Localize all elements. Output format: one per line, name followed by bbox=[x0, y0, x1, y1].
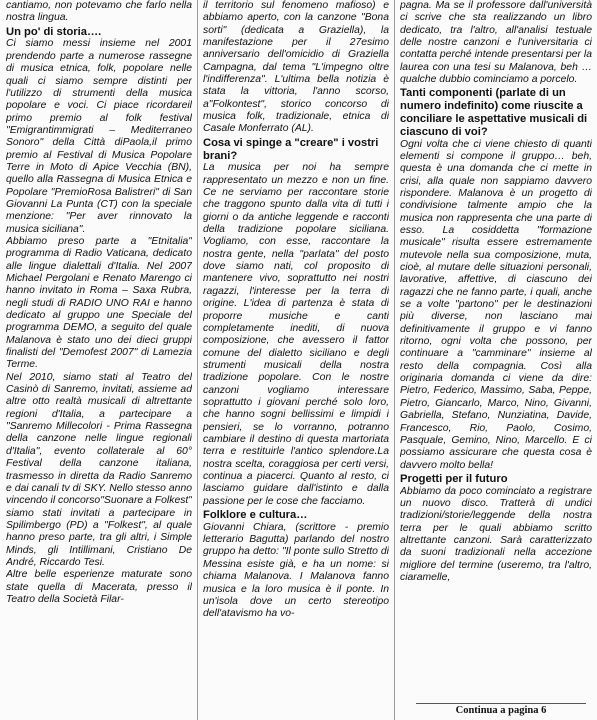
paragraph: La musica per noi ha sempre rappresentato un mezzo e non un fine. Ce ne serviamo per raccontare storie che traggono spunto dalla vita di tutti i giorni o da antiche leggende e racconti della tradizione popolare siciliana. Vogliamo, con esse, raccontare la nostra gente, nella "parlata" del posto dove siamo nati, col proposito di mantenere vivo, soprattutto nei nostri ragazzi, l'interesse per la terra di origine. L'idea di partenza è stata di proporre musiche e canti completamente inediti, di nuova composizione, che avessero il fattor comune del dialetto siciliano e degli strumenti musicali della nostra tradizione popolare. Con le nostre canzoni vogliamo interessare soprattutto i giovani perché solo loro, che hanno sogni bellissimi e limpidi i pensieri, se lo vorranno, potranno cambiare il destino di questa martoriata terra e restituirle l'antico splendore.La nostra scelta, coraggiosa per certi versi, continua a piacerci. Quanto al resto, ci lasciamo guidare dall'istinto e dalla passione per le cose che facciamo. bbox=[203, 162, 389, 507]
section-heading-folklore: Folklore e cultura… bbox=[203, 509, 308, 521]
continued-on-page-note: Continua a pagina 6 bbox=[416, 703, 586, 716]
paragraph: Giovanni Chiara, (scrittore - premio letterario Bagutta) parlando del nostro gruppo ha detto: "Il ponte sullo Stretto di Messina esiste già, e ha un nome: si chiama Malanova. I Malanova fanno musica e la loro musica è il ponte. In un'isola dove un certo stereotipo dell'atavismo ha vo- bbox=[203, 521, 389, 620]
question-heading: Tanti componenti (parlate di un numero indefinito) come riuscite a conciliare le aspettative musicali di ciascuno di voi? bbox=[400, 87, 588, 138]
section-heading-future: Progetti per il futuro bbox=[400, 472, 508, 485]
paragraph: Altre belle esperienze maturate sono state quella di Macerata, presso il Teatro della Società Filar- bbox=[6, 569, 192, 605]
paragraph: cantiamo, non potevamo che farlo nella nostra lingua. bbox=[6, 0, 192, 24]
column-divider bbox=[197, 0, 198, 720]
question-heading: Cosa vi spinge a "creare" i vostri brani? bbox=[203, 136, 379, 162]
column-1 bbox=[6, 0, 192, 720]
paragraph: Abbiamo da poco cominciato a registrare un nuovo disco. Tratterà di undici tradizioni/storie/leggende della nostra terra per le quali abbiamo scritto altrettante canzoni. Sarà caratterizzato da suoni tradizionali nella accezione migliore del termine (useremo, tra l'altro, ciaramelle, bbox=[400, 485, 592, 584]
paragraph: Ogni volta che ci viene chiesto di quanti elementi si compone il gruppo… beh, questa è una domanda che ci mette in crisi, alla quale non sappiamo davvero rispondere. Malanova è un progetto di condivisione talmente ampio che la musica non rappresenta che una parte di esso. La cosiddetta "formazione musicale" risulta essere estremamente mutevole nella sua composizione, muta, cioè, al mutare delle situazioni personali, lavorative, affettive, di ciascuno dei ragazzi che ne fanno parte, i quali, anche se a volte "partono" per le destinazioni più diverse, non lasciano mai definitivamente il gruppo e vi fanno ritorno, ogni volta che possono, per continuare a "camminare" insieme al resto della compagnia. Così alla originaria domanda ci viene da dire: Pietro, Federico, Massimo, Saba, Peppe, Pietro, Giancarlo, Marco, Nino, Givanni, Gabriella, Stefano, Nunziatina, Davide, Francesco, Rio, Paolo, Cosimo, Pasquale, Gemino, Nino, Marcello. E ci possiamo assicurare che questa cosa è davvero molto bella! bbox=[400, 138, 592, 471]
paragraph: Ci siamo messi insieme nel 2001 prendendo parte a numerose rassegne di musica etnica, folk, popolare nelle quali ci siamo sempre distinti per l'utilizzo di strumenti della musica popolare e voci. Ci piace ricordareil primo premio al folk festival "Emigrantimmigrati – Mediterraneo Sonoro" della Città diPaola,il primo premio al Festival di Musica Popolare Terre in Moto di Apice Vecchia (BN), quello alla Rassegna di Musica Etnica e Popolare "PremioRosa Balistreri" di San Giovanni La Punta (CT) con la speciale menzione: "Per aver rinnovato la musica siciliana". bbox=[6, 38, 192, 235]
section-heading-history: Un po' di storia…. bbox=[6, 25, 102, 38]
column-divider bbox=[394, 0, 395, 720]
column-2 bbox=[203, 0, 389, 720]
paragraph: pagna. Ma se il professore dall'università ci scrive che sta realizzando un libro dedicato, tra l'altro, all'analisi testuale delle nostre canzoni e l'universitaria ci contatta perché intende presentarsi per la laurea con una tesi su Malanova, beh … qualche dubbio cominciamo a porcelo. bbox=[400, 0, 592, 86]
paragraph: il territorio sul fenomeno mafioso) e abbiamo aperto, con la canzone "Bona sorti" (dedicata a Graziella), la manifestazione per il 27esimo anniversario dell'omicidio di Graziella Campagna, dal tema "L'impegno oltre l'indifferenza". L'ultima bella notizia è stata la vittoria, l'anno scorso, a"Folkontest", storico concorso di musica folk, tradizionale, etnica di Casale Monferrato (AL). bbox=[203, 0, 389, 135]
paragraph: Abbiamo preso parte a "Etnitalia" programma di Radio Vaticana, dedicato alle lingue dialettali d'Italia. Nel 2007 Michael Pergolani e Renato Marengo ci hanno invitato in Roma – Saxa Rubra, negli studi di RADIO UNO RAI e hanno dedicato al gruppo une Speciale del programma DEMO, a seguito del quale Malanova è stato uno dei dieci gruppi finalisti del "Demofest 2007" di Lamezia Terme. bbox=[6, 235, 192, 371]
column-3 bbox=[400, 0, 592, 720]
paragraph: Nel 2010, siamo stati al Teatro del Casinò di Sanremo, invitati, assieme ad altre otto realtà musicali di altrettante regioni d'Italia, a partecipare a "Sanremo Millecolori - Prima Rassegna della canzone nelle lingue regionali d'Italia", evento collaterale al 60° Festival della canzone italiana, trasmesso in diretta da Radio Sanremo e dai canali tv di SKY. Nello stesso anno vincendo il concorso"Suonare a Folkest" siamo stati invitati a partecipare in Spilimbergo (PD) a "Folkest", al quale hanno preso parte, tra gli altri, i Simple Minds, gli Intillimani, Cristiano De André, Riccardo Tesi. bbox=[6, 371, 192, 568]
